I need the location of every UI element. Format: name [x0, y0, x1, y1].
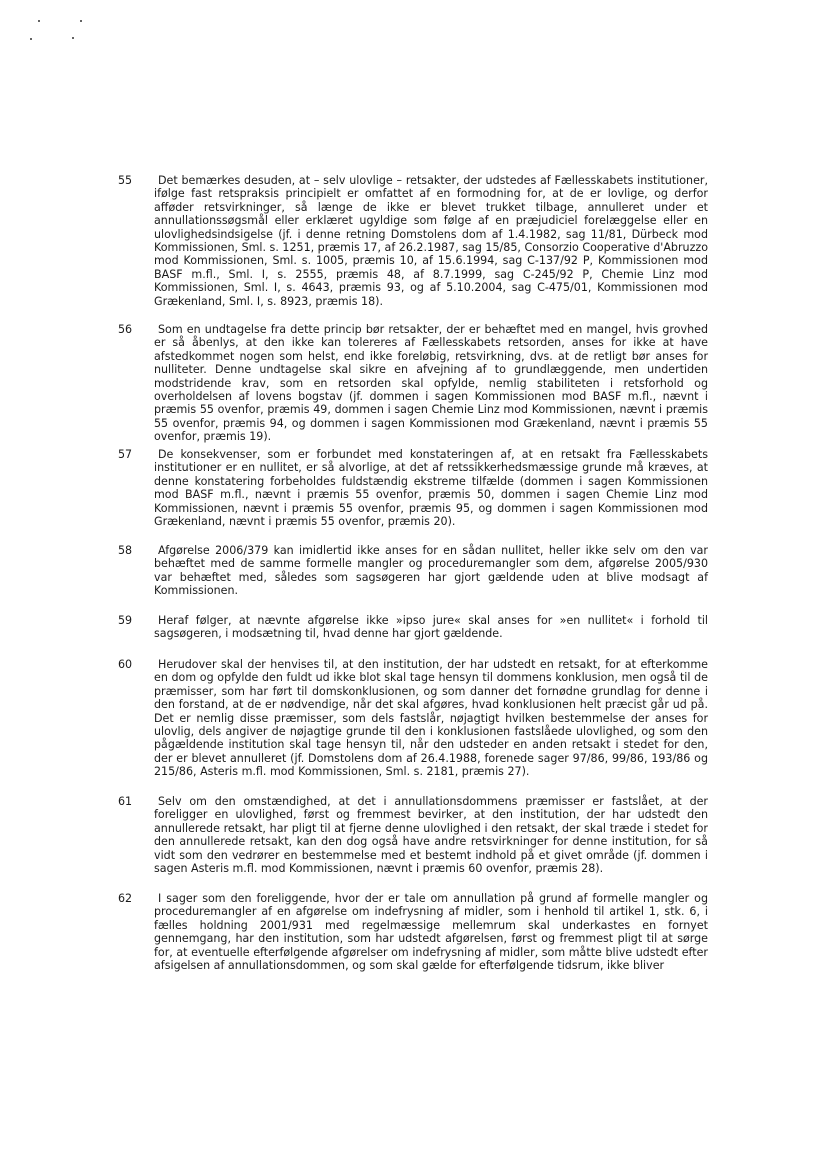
paragraph-number: 58	[118, 544, 133, 557]
paragraph-text: De konsekvenser, som er forbundet med konstateringen af, at en retsakt fra Fællesskabets institutioner er en nullitet, er så alvorlige, at det af retssikkerhedsmæssige grunde må kræves, at denne konstatering forbeholdes fuldstændig ekstreme tilfælde (dommen i sagen Kommissionen mod BASF m.fl., nævnt i præmis 55 ovenfor, præmis 50, dommen i sagen Chemie Linz mod Kommissionen, nævnt i præmis 55 ovenfor, præmis 95, og dommen i sagen Kommissionen mod Grækenland, nævnt i præmis 55 ovenfor, præmis 20).	[154, 448, 708, 529]
paragraph-text: Selv om den omstændighed, at det i annullationsdommens præmisser er fastslået, at der foreligger en ulovlighed, først og fremmest bevirker, at den institution, der har udstedt den annullerede retsakt, har pligt til at fjerne denne ulovlighed i den retsakt, der skal træde i stedet for den annullerede retsakt, kan den dog også have andre retsvirkninger for denne institution, for så vidt som den vedrører en bestemmelse med et bestemt indhold på et givet område (jf. dommen i sagen Asteris m.fl. mod Kommissionen, nævnt i præmis 60 ovenfor, præmis 28).	[154, 795, 708, 876]
paragraph-number: 60	[118, 658, 133, 671]
paragraph-59	[118, 614, 708, 641]
paragraph-55	[118, 174, 708, 308]
paragraph-text: Afgørelse 2006/379 kan imidlertid ikke anses for en sådan nullitet, heller ikke selv om den var behæftet med de samme formelle mangler og proceduremangler som dem, afgørelse 2005/930 var behæftet med, således som sagsøgeren har gjort gældende uden at blive modsagt af Kommissionen.	[154, 544, 708, 598]
paragraph-text: Som en undtagelse fra dette princip bør retsakter, der er behæftet med en mangel, hvis grovhed er så åbenlys, at den ikke kan tolereres af Fællesskabets retsorden, anses for ikke at have afstedkommet nogen som helst, end ikke foreløbig, retsvirkning, dvs. at de retligt bør anses for nulliteter. Denne undtagelse skal sikre en afvejning af to grundlæggende, men undertiden modstridende krav, som en retsorden skal opfylde, nemlig stabiliteten i retsforhold og overholdelsen af lovens bogstav (jf. dommen i sagen Kommissionen mod BASF m.fl., nævnt i præmis 55 ovenfor, præmis 49, dommen i sagen Chemie Linz mod Kommissionen, nævnt i præmis 55 ovenfor, præmis 94, og dommen i sagen Kommissionen mod Grækenland, nævnt i præmis 55 ovenfor, præmis 19).	[154, 323, 708, 444]
paragraph-text: Det bemærkes desuden, at – selv ulovlige – retsakter, der udstedes af Fællesskabets institutioner, ifølge fast retspraksis principielt er omfattet af en formodning for, at de er lovlige, og derfor afføder retsvirkninger, så længe de ikke er blevet trukket tilbage, annulleret under et annullationssøgsmål eller erklæret ugyldige som følge af en præjudiciel forelæggelse eller en ulovlighedsindsigelse (jf. i denne retning Domstolens dom af 1.4.1982, sag 11/81, Dürbeck mod Kommissionen, Sml. s. 1251, præmis 17, af 26.2.1987, sag 15/85, Consorzio Cooperative d'Abruzzo mod Kommissionen, Sml. s. 1005, præmis 10, af 15.6.1994, sag C-137/92 P, Kommissionen mod BASF m.fl., Sml. I, s. 2555, præmis 48, af 8.7.1999, sag C-245/92 P, Chemie Linz mod Kommissionen, Sml. I, s. 4643, præmis 93, og af 5.10.2004, sag C-475/01, Kommissionen mod Grækenland, Sml. I, s. 8923, præmis 18).	[154, 174, 709, 308]
paragraph-number: 57	[118, 448, 133, 461]
paragraph-number: 56	[118, 323, 133, 336]
scan-speck	[30, 38, 32, 40]
scan-speck	[72, 37, 74, 39]
paragraph-56	[118, 323, 708, 444]
paragraph-number: 61	[118, 795, 133, 808]
paragraph-text: I sager som den foreliggende, hvor der er tale om annullation på grund af formelle mangler og proceduremangler af en afgørelse om indefrysning af midler, som i henhold til artikel 1, stk. 6, i fælles holdning 2001/931 med regelmæssige mellemrum skal underkastes en fornyet gennemgang, har den institution, som har udstedt afgørelsen, først og fremmest pligt til at sørge for, at eventuelle efterfølgende afgørelser om indefrysning af midler, som måtte blive udstedt efter afsigelsen af annullationsdommen, og som skal gælde for efterfølgende tidsrum, ikke bliver	[154, 892, 708, 973]
paragraph-text: Herudover skal der henvises til, at den institution, der har udstedt en retsakt, for at efterkomme en dom og opfylde den fuldt ud ikke blot skal tage hensyn til dommens konklusion, men også til de præmisser, som har ført til domskonklusionen, og som danner det fornødne grundlag for denne i den forstand, at de er nødvendige, når det skal afgøres, hvad konklusionen helt præcist går ud på. Det er nemlig disse præmisser, som dels fastslår, nøjagtigt hvilken bestemmelse der anses for ulovlig, dels angiver de nøjagtige grunde til den i konklusionen fastslåede ulovlighed, og som den pågældende institution skal tage hensyn til, når den udsteder en anden retsakt i stedet for den, der er blevet annulleret (jf. Domstolens dom af 26.4.1988, forenede sager 97/86, 99/86, 193/86 og 215/86, Asteris m.fl. mod Kommissionen, Sml. s. 2181, præmis 27).	[154, 658, 708, 779]
paragraph-57	[118, 448, 708, 528]
scan-speck	[38, 20, 40, 22]
paragraph-58	[118, 544, 708, 598]
paragraph-61	[118, 795, 708, 875]
paragraph-number: 55	[118, 174, 133, 187]
scan-specks	[0, 0, 120, 60]
paragraph-60	[118, 658, 708, 779]
paragraph-number: 59	[118, 614, 133, 627]
paragraph-62	[118, 892, 708, 972]
scan-speck	[80, 20, 82, 22]
paragraph-text: Heraf følger, at nævnte afgørelse ikke »ipso jure« skal anses for »en nullitet« i forhold til sagsøgeren, i modsætning til, hvad denne har gjort gældende.	[154, 614, 708, 641]
paragraph-number: 62	[118, 892, 133, 905]
